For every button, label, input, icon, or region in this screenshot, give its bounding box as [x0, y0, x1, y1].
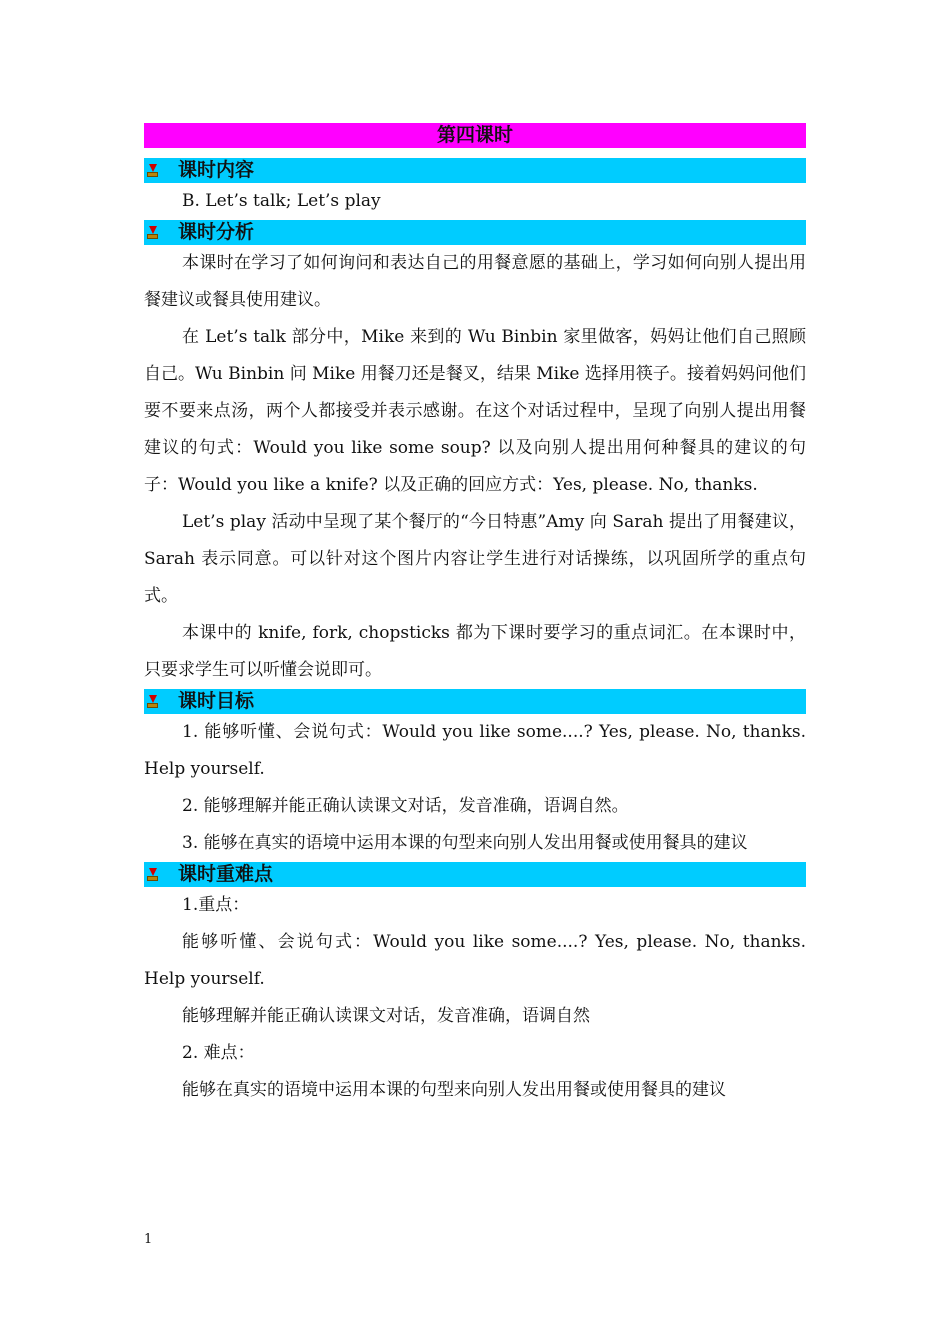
- paragraph: 1.重点：: [182, 895, 250, 915]
- download-arrow-icon: [146, 164, 160, 178]
- download-arrow-icon: [146, 226, 160, 240]
- section-heading-bar: [144, 158, 806, 183]
- section-objectives: [144, 689, 806, 862]
- section-heading: 课时目标: [178, 690, 255, 712]
- section-heading-bar: [144, 862, 806, 887]
- paragraph: 本课时在学习了如何询问和表达自己的用餐意愿的基础上，学习如何向别人提出用餐建议或餐具使用建议。: [144, 253, 806, 310]
- section-heading-bar: [144, 220, 806, 245]
- paragraph: 本课中的 knife, fork, chopsticks 都为下课时要学习的重点词汇。在本课时中，只要求学生可以听懂会说即可。: [144, 623, 806, 680]
- document-page: [144, 123, 806, 1109]
- paragraph: B. Let’s talk; Let’s play: [182, 191, 381, 211]
- paragraph: 2. 难点：: [182, 1043, 255, 1063]
- paragraph: 3. 能够在真实的语境中运用本课的句型来向别人发出用餐或使用餐具的建议: [182, 833, 748, 853]
- paragraph: 2. 能够理解并能正确认读课文对话，发音准确，语调自然。: [182, 796, 629, 816]
- section-analysis: [144, 220, 806, 689]
- paragraph: 能够理解并能正确认读课文对话，发音准确，语调自然: [182, 1006, 590, 1026]
- paragraph: Let’s play 活动中呈现了某个餐厅的“今日特惠”Amy 向 Sarah 提出了用餐建议，Sarah 表示同意。可以针对这个图片内容让学生进行对话操练，以巩固所学的重点句式。: [144, 512, 806, 606]
- paragraph: 在 Let’s talk 部分中，Mike 来到的 Wu Binbin 家里做客，妈妈让他们自己照顾自己。Wu Binbin 问 Mike 用餐刀还是餐叉，结果 Mike 选择用筷子。接着妈妈问他们要不要来点汤，两个人都接受并表示感谢。在这个对话过程中，呈现了向别人提出用餐建议的句式：Would you like some soup? 以及向别人提出用何种餐具的建议的句子：Would you like a knife? 以及正确的回应方式：Yes, please. No, thanks.: [144, 327, 806, 495]
- lesson-title: 第四课时: [144, 123, 806, 148]
- section-heading-bar: [144, 689, 806, 714]
- section-key-points: [144, 862, 806, 1109]
- download-arrow-icon: [146, 868, 160, 882]
- section-heading: 课时内容: [178, 159, 255, 181]
- page-number: 1: [144, 1232, 153, 1247]
- paragraph: 能够在真实的语境中运用本课的句型来向别人发出用餐或使用餐具的建议: [182, 1080, 726, 1100]
- paragraph: 1. 能够听懂、会说句式：Would you like some....? Yes, please. No, thanks. Help yourself.: [144, 722, 806, 779]
- paragraph: 能够听懂、会说句式：Would you like some....? Yes, please. No, thanks. Help yourself.: [144, 932, 806, 989]
- section-heading: 课时分析: [178, 221, 255, 243]
- section-content: [144, 158, 806, 220]
- download-arrow-icon: [146, 695, 160, 709]
- section-heading: 课时重难点: [178, 863, 274, 885]
